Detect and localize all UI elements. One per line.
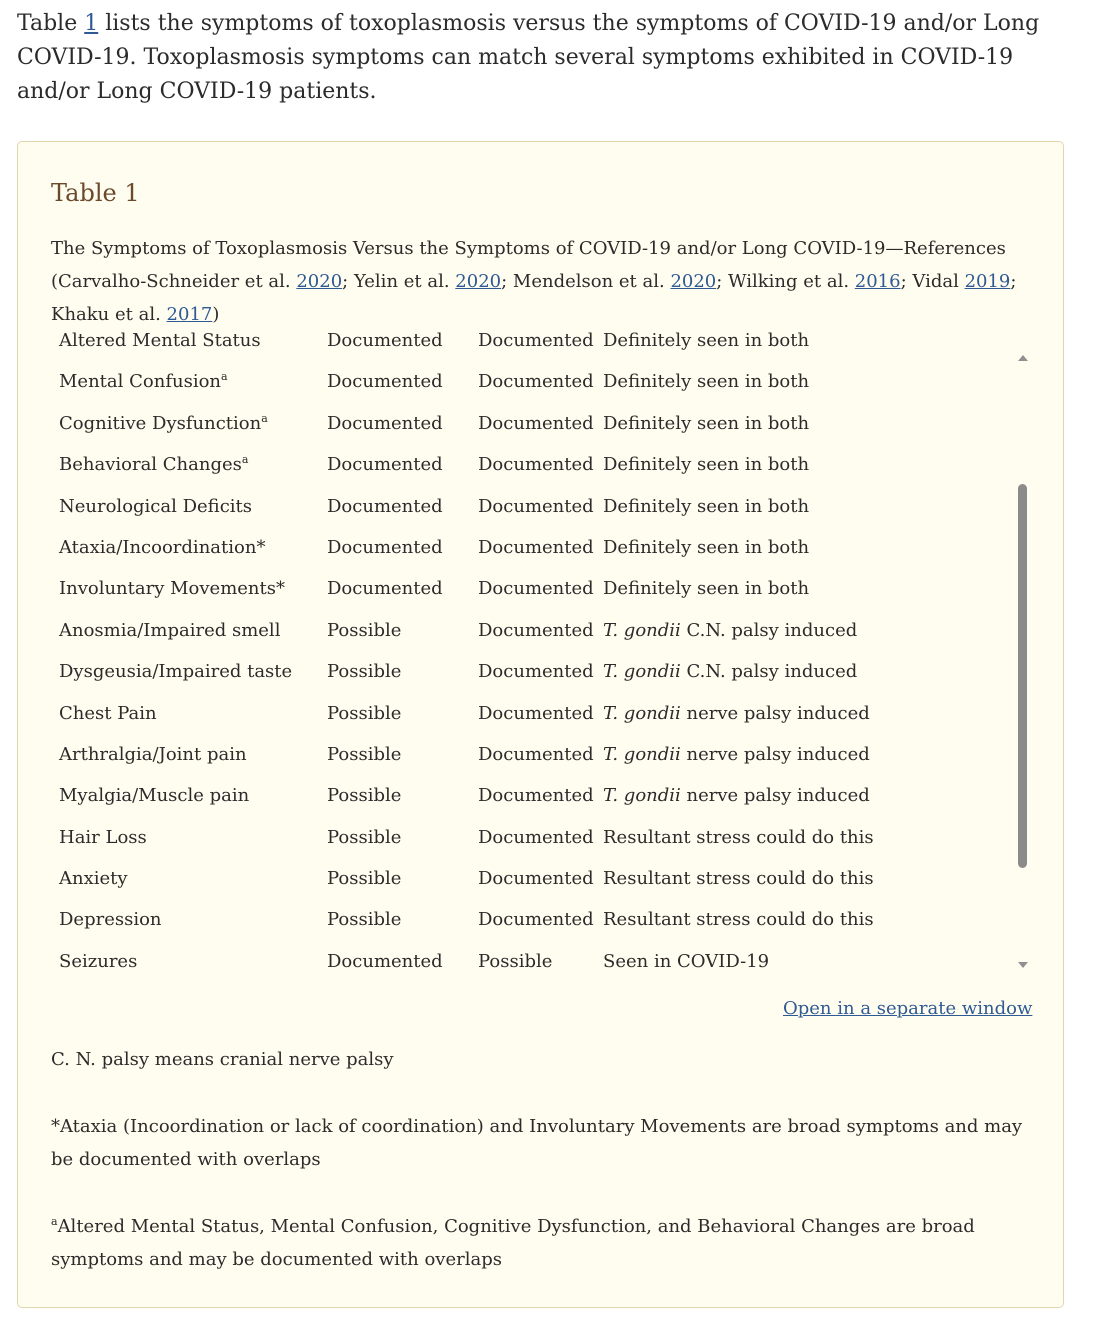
table-row	[51, 653, 1011, 694]
caption-text: ; Wilking et al.	[716, 271, 855, 292]
symptom-name: Depression	[59, 909, 162, 931]
note-text: Definitely seen in both	[603, 412, 810, 434]
note-text: Definitely seen in both	[603, 536, 810, 558]
table-title: Table 1	[51, 179, 140, 207]
covid-status-cell: Documented	[478, 868, 594, 890]
covid-status-cell: Possible	[478, 950, 553, 972]
covid-status-cell: Documented	[478, 826, 594, 848]
ref-link-vidal[interactable]: 2019	[964, 271, 1011, 292]
ref-link-yelin[interactable]: 2020	[455, 271, 502, 292]
footnote-a	[51, 1210, 1041, 1276]
covid-status-cell: Documented	[478, 330, 594, 351]
table-row	[51, 695, 1011, 736]
note-text: Definitely seen in both	[603, 495, 810, 517]
note-cell	[603, 371, 809, 392]
symptom-name: Anxiety	[59, 868, 128, 890]
genus-name: T. gondii	[603, 785, 681, 807]
covid-status-cell: Documented	[478, 702, 594, 724]
genus-name: T. gondii	[603, 661, 681, 683]
toxoplasmosis-status-cell: Documented	[327, 412, 443, 434]
symptom-cell	[59, 827, 147, 848]
toxoplasmosis-status-cell: Possible	[327, 785, 402, 807]
note-cell	[603, 827, 874, 848]
symptom-name: Myalgia/Muscle pain	[59, 785, 250, 807]
table-row	[51, 322, 1011, 363]
covid-status-cell: Documented	[478, 495, 594, 517]
scrollbar-thumb[interactable]	[1018, 484, 1027, 868]
note-text: Definitely seen in both	[603, 454, 810, 476]
genus-name: T. gondii	[603, 619, 681, 641]
symptom-cell	[59, 744, 247, 765]
ref-link-mendelson[interactable]: 2020	[670, 271, 717, 292]
table-scroll-area[interactable]	[51, 330, 1033, 972]
toxoplasmosis-status-cell: Possible	[327, 826, 402, 848]
symptom-name: Altered Mental Status	[59, 330, 261, 351]
table-caption	[51, 232, 1041, 331]
toxoplasmosis-status-cell: Documented	[327, 371, 443, 393]
toxoplasmosis-status-cell: Documented	[327, 454, 443, 476]
note-text: Resultant stress could do this	[603, 868, 874, 890]
table-body	[51, 322, 1011, 984]
covid-status-cell: Documented	[478, 536, 594, 558]
genus-name: T. gondii	[603, 702, 681, 724]
symptom-name: Seizures	[59, 950, 138, 972]
symptom-cell	[59, 909, 162, 930]
ref-link-carvalho[interactable]: 2020	[296, 271, 343, 292]
toxoplasmosis-status-cell: Documented	[327, 536, 443, 558]
note-text: Seen in COVID-19	[603, 950, 770, 972]
open-in-separate-window-link[interactable]: Open in a separate window	[783, 998, 1033, 1019]
footnote-a-marker: a	[51, 1215, 58, 1228]
symptom-cell	[59, 868, 128, 889]
caption-text: The Symptoms of Toxoplasmosis Versus the Symptoms of COVID-19 and/or Long COVID-19—References (Carvalho-Schneider et al.	[51, 238, 1006, 292]
note-cell	[603, 744, 870, 765]
toxoplasmosis-status-cell: Possible	[327, 909, 402, 931]
vertical-scrollbar[interactable]	[1016, 350, 1030, 972]
table-row	[51, 488, 1011, 529]
intro-text-start: Table	[17, 11, 85, 36]
note-text: Definitely seen in both	[603, 578, 810, 600]
covid-status-cell: Documented	[478, 661, 594, 683]
covid-status-cell: Documented	[478, 909, 594, 931]
note-cell	[603, 620, 857, 641]
covid-status-cell: Documented	[478, 785, 594, 807]
table-row	[51, 943, 1011, 984]
caption-text: ; Vidal	[900, 271, 965, 292]
symptom-name: Mental Confusion	[59, 371, 221, 393]
covid-status-cell: Documented	[478, 578, 594, 600]
note-text: Definitely seen in both	[603, 371, 810, 393]
symptom-cell	[59, 496, 252, 517]
note-cell	[603, 951, 769, 972]
symptom-name: Arthralgia/Joint pain	[59, 743, 247, 765]
symptom-name: Dysgeusia/Impaired taste	[59, 661, 293, 683]
toxoplasmosis-status-cell: Possible	[327, 619, 402, 641]
symptom-name: Cognitive Dysfunction	[59, 412, 262, 434]
covid-status-cell: Documented	[478, 743, 594, 765]
symptom-cell	[59, 578, 285, 599]
caption-text: ; Mendelson et al.	[501, 271, 671, 292]
symptom-cell	[59, 413, 268, 434]
table-row	[51, 363, 1011, 404]
toxoplasmosis-status-cell: Documented	[327, 330, 443, 351]
toxoplasmosis-status-cell: Documented	[327, 578, 443, 600]
note-text: Definitely seen in both	[603, 330, 810, 351]
symptom-name: Chest Pain	[59, 702, 157, 724]
symptom-name: Hair Loss	[59, 826, 147, 848]
footnote-cn: C. N. palsy means cranial nerve palsy	[51, 1049, 394, 1070]
caption-text: ; Khaku et al.	[51, 271, 1017, 325]
symptom-name: Ataxia/Incoordination*	[59, 536, 266, 558]
symptom-name: Anosmia/Impaired smell	[59, 619, 281, 641]
genus-name: T. gondii	[603, 743, 681, 765]
symptom-cell	[59, 703, 157, 724]
symptom-cell	[59, 951, 137, 972]
toxoplasmosis-status-cell: Documented	[327, 495, 443, 517]
covid-status-cell: Documented	[478, 454, 594, 476]
note-text: Resultant stress could do this	[603, 909, 874, 931]
symptom-cell	[59, 454, 248, 475]
note-cell	[603, 909, 874, 930]
table-row	[51, 570, 1011, 611]
symptom-name: Neurological Deficits	[59, 495, 252, 517]
footnote-marker: a	[241, 453, 249, 467]
toxoplasmosis-status-cell: Possible	[327, 743, 402, 765]
toxoplasmosis-status-cell: Documented	[327, 950, 443, 972]
ref-link-khaku[interactable]: 2017	[166, 304, 213, 325]
covid-status-cell: Documented	[478, 371, 594, 393]
scroll-up-arrow-icon[interactable]	[1018, 355, 1028, 361]
note-cell	[603, 413, 809, 434]
symptom-cell	[59, 620, 280, 641]
table-row	[51, 405, 1011, 446]
symptom-cell	[59, 330, 261, 351]
table-row	[51, 819, 1011, 860]
note-text: C.N. palsy induced	[680, 661, 858, 683]
symptom-cell	[59, 371, 228, 392]
scroll-down-arrow-icon[interactable]	[1018, 962, 1028, 968]
note-text: Resultant stress could do this	[603, 826, 874, 848]
note-text: nerve palsy induced	[680, 743, 870, 765]
note-cell	[603, 454, 809, 475]
covid-status-cell: Documented	[478, 412, 594, 434]
table-row	[51, 901, 1011, 942]
table-row	[51, 777, 1011, 818]
table-row	[51, 860, 1011, 901]
symptom-name: Behavioral Changes	[59, 454, 242, 476]
intro-paragraph	[17, 7, 1077, 109]
table-row	[51, 529, 1011, 570]
intro-text-rest: lists the symptoms of toxoplasmosis versus the symptoms of COVID-19 and/or Long COVID-19. Toxoplasmosis symptoms can match several symptoms exhibited in COVID-19 and/or Long COVID-19 patients.	[17, 11, 1040, 104]
table-row	[51, 446, 1011, 487]
symptom-cell	[59, 785, 249, 806]
note-cell	[603, 496, 809, 517]
caption-text: ; Yelin et al.	[342, 271, 456, 292]
footnote-asterisk: *Ataxia (Incoordination or lack of coordination) and Involuntary Movements are broad symptoms and may be documented with overlaps	[51, 1116, 1023, 1170]
note-cell	[603, 785, 870, 806]
table-panel	[17, 141, 1064, 1308]
note-cell	[603, 703, 870, 724]
note-cell	[603, 537, 809, 558]
note-text: nerve palsy induced	[680, 785, 870, 807]
note-text: nerve palsy induced	[680, 702, 870, 724]
footnote-a-text: Altered Mental Status, Mental Confusion, Cognitive Dysfunction, and Behavioral Changes are broad symptoms and may be documented with overlaps	[51, 1216, 975, 1270]
note-cell	[603, 868, 874, 889]
toxoplasmosis-status-cell: Possible	[327, 661, 402, 683]
symptom-cell	[59, 661, 292, 682]
table-row	[51, 736, 1011, 777]
toxoplasmosis-status-cell: Possible	[327, 868, 402, 890]
note-text: C.N. palsy induced	[680, 619, 858, 641]
ref-link-wilking[interactable]: 2016	[854, 271, 901, 292]
symptom-cell	[59, 537, 265, 558]
table-row	[51, 612, 1011, 653]
caption-text: )	[212, 304, 220, 325]
covid-status-cell: Documented	[478, 619, 594, 641]
table-1-link[interactable]: 1	[84, 11, 99, 36]
footnote-marker: a	[261, 411, 268, 425]
note-cell	[603, 661, 857, 682]
symptom-name: Involuntary Movements*	[59, 578, 285, 600]
toxoplasmosis-status-cell: Possible	[327, 702, 402, 724]
note-cell	[603, 578, 809, 599]
footnote-marker: a	[221, 370, 228, 384]
note-cell	[603, 330, 809, 351]
